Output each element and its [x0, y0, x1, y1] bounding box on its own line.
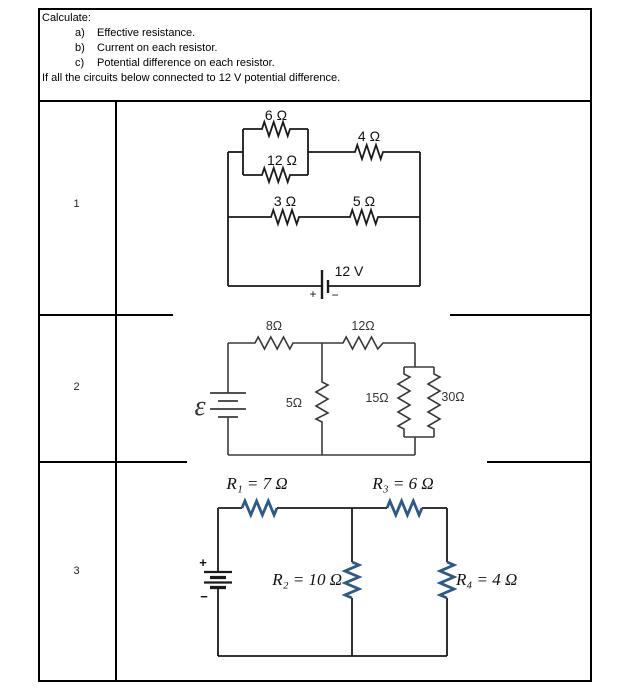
c2-label-30ohm: 30Ω [441, 390, 465, 404]
c1-battery-minus-sign: − [331, 288, 339, 302]
item-a-text: Effective resistance. [97, 27, 196, 39]
c3-resistor-r1-zigzag [242, 501, 277, 515]
c3-label-r3: R₃ = 6 Ω [372, 474, 434, 493]
c2-battery-plates [210, 393, 246, 417]
instruction-item-c [42, 56, 582, 71]
row-3-number: 3 [73, 565, 80, 577]
instructions-block [42, 11, 582, 86]
c2-resistor-15ohm-zigzag [398, 367, 410, 437]
row-2-number: 2 [73, 381, 80, 393]
c2-label-12ohm: 12Ω [351, 319, 375, 333]
item-c-text: Potential difference on each resistor. [97, 57, 275, 69]
instruction-item-a [42, 26, 582, 41]
c3-resistor-r2-zigzag [345, 562, 359, 598]
c2-label-8ohm: 8Ω [265, 319, 283, 333]
header-divider-line [38, 100, 592, 102]
circuit-3-diagram [195, 468, 540, 668]
c2-label-15ohm: 15Ω [365, 391, 389, 405]
c3-label-r1: R₁ = 7 Ω [226, 474, 288, 493]
c1-label-3ohm: 3 Ω [273, 193, 297, 209]
c2-resistor-30ohm-zigzag [428, 367, 440, 437]
c1-side-rails [228, 152, 420, 286]
row2-row3-divider-left [38, 461, 187, 463]
c3-resistor-r3-zigzag [387, 501, 422, 515]
circuit-1-diagram [218, 103, 428, 303]
item-c-marker: c) [75, 57, 85, 69]
row2-row3-divider-right [487, 461, 592, 463]
number-column-divider-line [115, 100, 117, 682]
item-a-marker: a) [75, 27, 85, 39]
c1-battery-plus-sign: + [309, 287, 317, 301]
item-b-text: Current on each resistor. [97, 42, 218, 54]
c1-resistor-6ohm-zigzag [243, 122, 308, 136]
circuit-2-diagram [180, 316, 480, 461]
c3-label-r2: R₂ = 10 Ω [272, 570, 342, 589]
c2-emf-symbol: ε [194, 391, 206, 422]
c1-label-5ohm: 5 Ω [352, 193, 376, 209]
c1-resistor-12ohm-zigzag [243, 168, 308, 182]
c3-label-r4: R₄ = 4 Ω [456, 570, 518, 589]
row1-row2-divider-left [38, 314, 173, 316]
c1-label-4ohm: 4 Ω [357, 128, 381, 144]
c1-label-12ohm: 12 Ω [267, 152, 297, 168]
c1-middle-branch-3ohm-5ohm [228, 210, 420, 224]
row-1-number: 1 [73, 198, 80, 210]
instruction-item-b [42, 41, 582, 56]
c2-label-5ohm: 5Ω [285, 396, 303, 410]
c1-label-6ohm: 6 Ω [264, 107, 288, 123]
c1-label-voltage: 12 V [334, 263, 364, 279]
c3-battery-minus-sign: − [200, 589, 208, 604]
c3-resistor-r4-zigzag [440, 562, 454, 598]
c2-resistor-5ohm-branch [316, 343, 328, 455]
c1-resistor-4ohm-zigzag [308, 145, 420, 159]
c3-battery-plus-sign: + [199, 555, 207, 570]
item-b-marker: b) [75, 42, 85, 54]
instructions-title: Calculate: [42, 12, 91, 24]
instructions-footer: If all the circuits below connected to 12 V potential difference. [42, 72, 341, 84]
